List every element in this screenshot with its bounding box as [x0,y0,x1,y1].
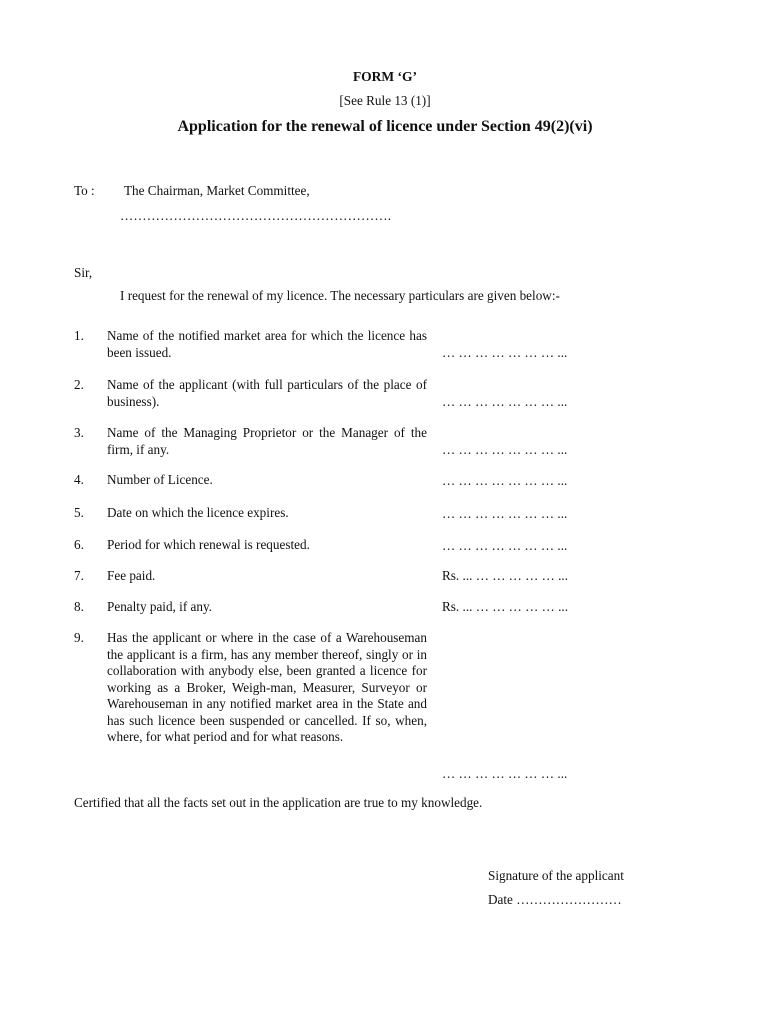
item-fill-blank: … … … … … … … ... [442,394,568,409]
item-text: Number of Licence. [107,472,213,487]
rule-reference: [See Rule 13 (1)] [339,93,431,108]
item-text: Period for which renewal is requested. [107,537,310,552]
item-number: 5. [74,505,84,520]
item-number: 9. [74,630,84,645]
item-number: 1. [74,328,84,343]
item-number: 6. [74,537,84,552]
salutation: Sir, [74,265,93,280]
item-number: 3. [74,425,84,440]
item-number: 7. [74,568,84,583]
item-text: Name of the Managing Proprietor or the Manager of the firm, if any. [107,425,427,457]
item-text: Date on which the licence expires. [107,505,289,520]
item-text: Name of the notified market area for which the licence has been issued. [107,328,427,360]
recipient: The Chairman, Market Committee, [124,183,310,198]
item-fill-blank: … … … … … … … ... [442,473,568,488]
form-title: FORM ‘G’ [352,69,418,84]
certification-statement: Certified that all the facts set out in the application are true to my knowledge. [74,795,483,810]
intro-paragraph: I request for the renewal of my licence. The necessary particulars are given below:- [120,288,560,303]
item-number: 4. [74,472,84,487]
signature-label: Signature of the applicant [488,868,624,883]
item-fill-blank: … … … … … … … ... [442,766,568,781]
recipient-blank: ……………………………………………………. [120,208,392,223]
item-fill-blank: … … … … … … … ... [442,538,568,553]
item-fill-blank: … … … … … … … ... [442,506,568,521]
item-text: Name of the applicant (with full particulars of the place of business). [107,377,427,409]
item-number: 8. [74,599,84,614]
application-title: Application for the renewal of licence under Section 49(2)(vi) [177,118,593,135]
to-label: To : [74,183,95,198]
item-fill-blank: Rs. ... … … … … … ... [442,599,569,614]
item-text: Penalty paid, if any. [107,599,212,614]
item-number: 2. [74,377,84,392]
item-fill-blank: … … … … … … … ... [442,442,568,457]
date-field: Date …………………… [488,892,622,907]
item-text: Has the applicant or where in the case of a Warehouseman the applicant is a firm, has any member thereof, singly or in collaboration with anybody else, been granted a licence for working as a Broker, Weigh-man, Measurer, Surveyor or Warehouseman in any notified market area in the State and has such licence been suspended or cancelled. If so, when, where, for what period and for what reasons. [107,630,427,744]
item-text: Fee paid. [107,568,156,583]
item-fill-blank: Rs. ... … … … … … ... [442,568,569,583]
item-fill-blank: … … … … … … … ... [442,345,568,360]
